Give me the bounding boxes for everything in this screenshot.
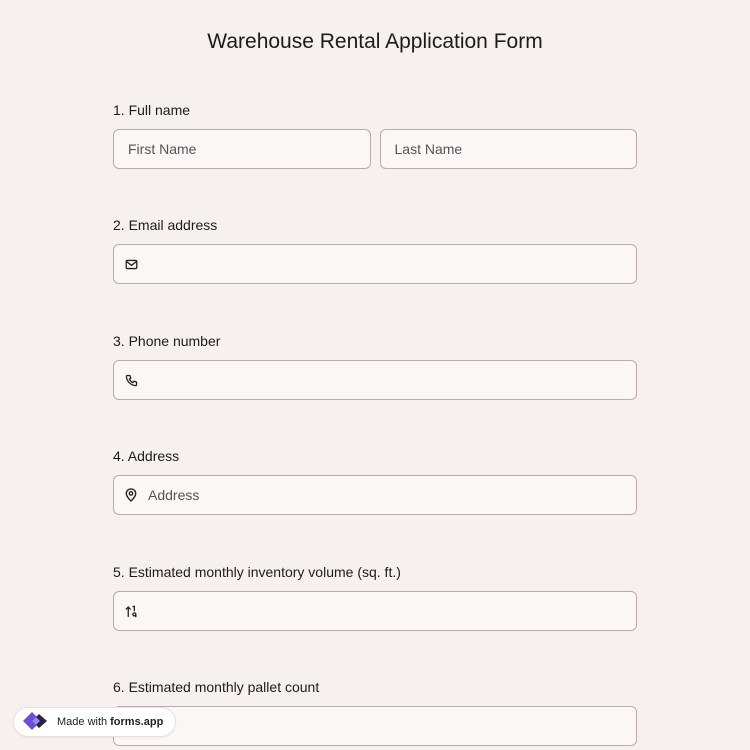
first-name-input[interactable] (114, 130, 370, 168)
number-sort-icon (124, 604, 138, 618)
question-label: 2. Email address (113, 217, 218, 233)
made-with-badge[interactable] (13, 707, 176, 737)
form-title: Warehouse Rental Application Form (207, 30, 543, 53)
last-name-input[interactable] (381, 130, 637, 168)
question-full-name (113, 100, 637, 169)
question-address (113, 446, 637, 515)
address-input[interactable] (138, 476, 636, 514)
pallet-count-input[interactable] (114, 707, 636, 745)
phone-field[interactable] (113, 360, 637, 400)
phone-input[interactable] (138, 361, 636, 399)
mail-icon (124, 257, 138, 271)
pallet-count-field[interactable] (113, 706, 637, 746)
address-field[interactable] (113, 475, 637, 515)
question-label: 6. Estimated monthly pallet count (113, 679, 320, 695)
phone-icon (124, 373, 138, 387)
map-pin-icon (124, 488, 138, 502)
full-name-row (113, 129, 637, 169)
question-label: 4. Address (113, 448, 180, 464)
badge-brand: forms.app (110, 716, 164, 728)
question-label: 5. Estimated monthly inventory volume (sq. ft.) (113, 564, 401, 580)
question-pallet-count (113, 677, 637, 746)
email-field[interactable] (113, 244, 637, 284)
question-label: 1. Full name (113, 102, 191, 118)
last-name-field[interactable] (380, 129, 638, 169)
forms-app-logo (20, 709, 50, 736)
question-inventory-volume (113, 562, 637, 631)
email-input[interactable] (138, 245, 636, 283)
badge-prefix: Made with (57, 716, 108, 728)
inventory-volume-input[interactable] (138, 592, 636, 630)
question-phone (113, 331, 637, 400)
first-name-field[interactable] (113, 129, 371, 169)
question-email (113, 215, 637, 284)
inventory-volume-field[interactable] (113, 591, 637, 631)
question-label: 3. Phone number (113, 333, 221, 349)
